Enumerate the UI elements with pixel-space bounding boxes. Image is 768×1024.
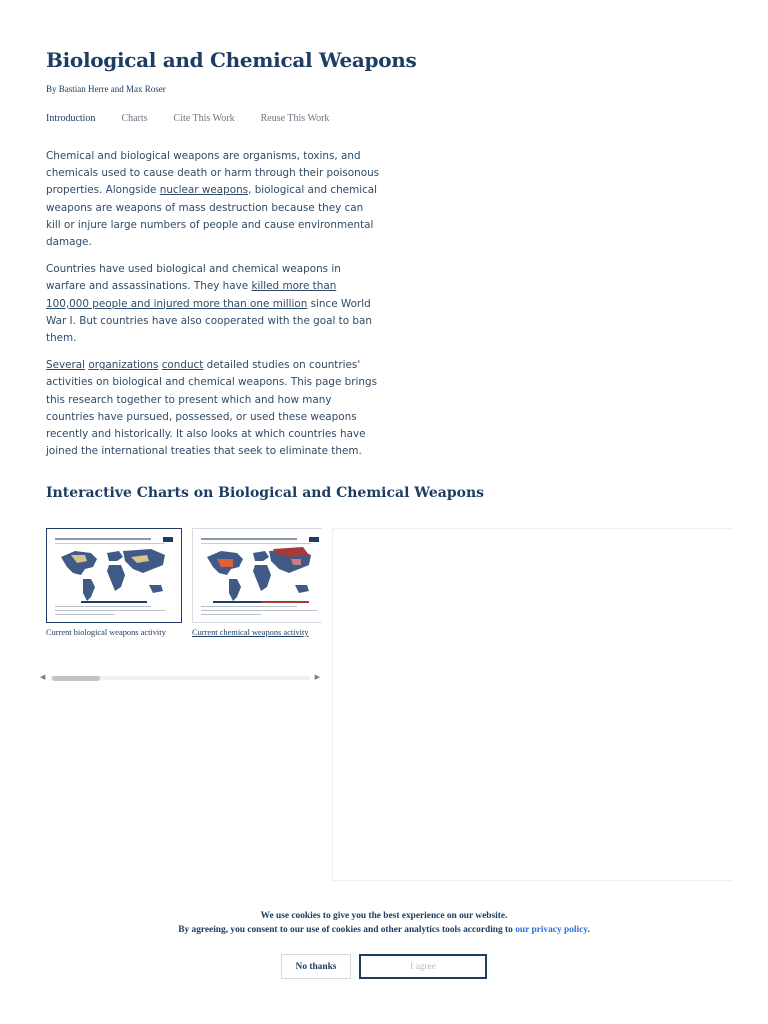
thumb-footnote-line bbox=[55, 606, 151, 607]
tab-cite-this-work[interactable]: Cite This Work bbox=[173, 113, 235, 124]
conduct-link[interactable]: conduct bbox=[161, 359, 204, 372]
intro-paragraph-1 bbox=[46, 148, 380, 251]
privacy-policy-link[interactable]: our privacy policy bbox=[515, 925, 588, 935]
nuclear-weapons-link[interactable]: nuclear weapons bbox=[159, 184, 249, 197]
cookie-consent-label: By agreeing, you consent to our use of cookies and other analytics tools according to bbox=[178, 925, 516, 935]
world-map-icon bbox=[47, 529, 182, 623]
tab-reuse-this-work[interactable]: Reuse This Work bbox=[260, 113, 330, 124]
tab-charts[interactable]: Charts bbox=[121, 113, 148, 124]
byline: By Bastian Herre and Max Roser bbox=[46, 84, 166, 94]
thumb-footnote-line bbox=[201, 610, 317, 611]
cookie-period: . bbox=[587, 925, 590, 935]
chart-thumbnail-carousel bbox=[46, 528, 322, 688]
scroll-left-arrow-icon[interactable]: ◀ bbox=[40, 674, 46, 681]
thumb-footnote-line bbox=[55, 610, 165, 611]
intro-paragraph-2 bbox=[46, 261, 380, 347]
chart-thumbnail-biological[interactable] bbox=[46, 528, 182, 637]
several-link[interactable]: Several bbox=[46, 359, 86, 372]
thumb-legend-bar bbox=[81, 601, 147, 603]
cookie-message: We use cookies to give you the best experience on our website. bbox=[260, 911, 508, 921]
thumb-footnote-line bbox=[201, 614, 261, 615]
thumb-footnote-line bbox=[201, 606, 297, 607]
casualties-link[interactable]: killed more than 100,000 people and injured more than one million bbox=[46, 280, 337, 310]
intro-text bbox=[46, 148, 380, 470]
intro-p2-text-a: Countries have used biological and chemical weapons in warfare and assassinations. They have bbox=[46, 263, 341, 293]
thumb-footnote-line bbox=[55, 614, 115, 615]
page-title: Biological and Chemical Weapons bbox=[46, 48, 417, 72]
chart-preview-frame bbox=[332, 528, 732, 881]
chart-thumbnail-label: Current biological weapons activity bbox=[46, 628, 166, 637]
intro-p2-text-b: since World War I. But countries have also cooperated with the goal to ban them. bbox=[46, 297, 372, 345]
cookie-consent-text bbox=[0, 925, 768, 935]
i-agree-button[interactable]: I agree bbox=[359, 954, 487, 979]
scroll-right-arrow-icon[interactable]: ▶ bbox=[314, 674, 320, 681]
chart-thumbnail-image bbox=[192, 528, 322, 623]
chart-thumbnail-chemical[interactable] bbox=[192, 528, 322, 637]
cookie-banner bbox=[0, 900, 768, 1024]
intro-p3-text: detailed studies on countries' activities on biological and chemical weapons. This page brings this research together to present which and how many countries have pursued, possessed, or used these weapons recently and historically. It also looks at which countries have joined the international treaties that seek to eliminate them. bbox=[46, 359, 378, 458]
section-tabs bbox=[46, 113, 329, 124]
intro-p1-text-a: Chemical and biological weapons are organisms, toxins, and chemicals used to cause death or harm through their poisonous properties. Alongside bbox=[46, 150, 380, 197]
thumb-legend-bar bbox=[213, 601, 309, 603]
world-map-icon bbox=[193, 529, 322, 623]
scroll-thumb[interactable] bbox=[52, 676, 100, 681]
charts-section-title: Interactive Charts on Biological and Chemical Weapons bbox=[46, 485, 485, 501]
intro-paragraph-3 bbox=[46, 357, 380, 460]
organizations-link[interactable]: organizations bbox=[88, 359, 159, 372]
intro-p1-text-b: , biological and chemical weapons are weapons of mass destruction because they can kill or injure large numbers of people and cause environmental damage. bbox=[46, 184, 378, 249]
chart-thumbnail-image bbox=[46, 528, 182, 623]
chart-thumbnail-label: Current chemical weapons activity bbox=[192, 628, 309, 637]
no-thanks-button[interactable]: No thanks bbox=[281, 954, 351, 979]
tab-introduction[interactable]: Introduction bbox=[46, 113, 96, 124]
carousel-scrollbar[interactable] bbox=[40, 673, 320, 683]
